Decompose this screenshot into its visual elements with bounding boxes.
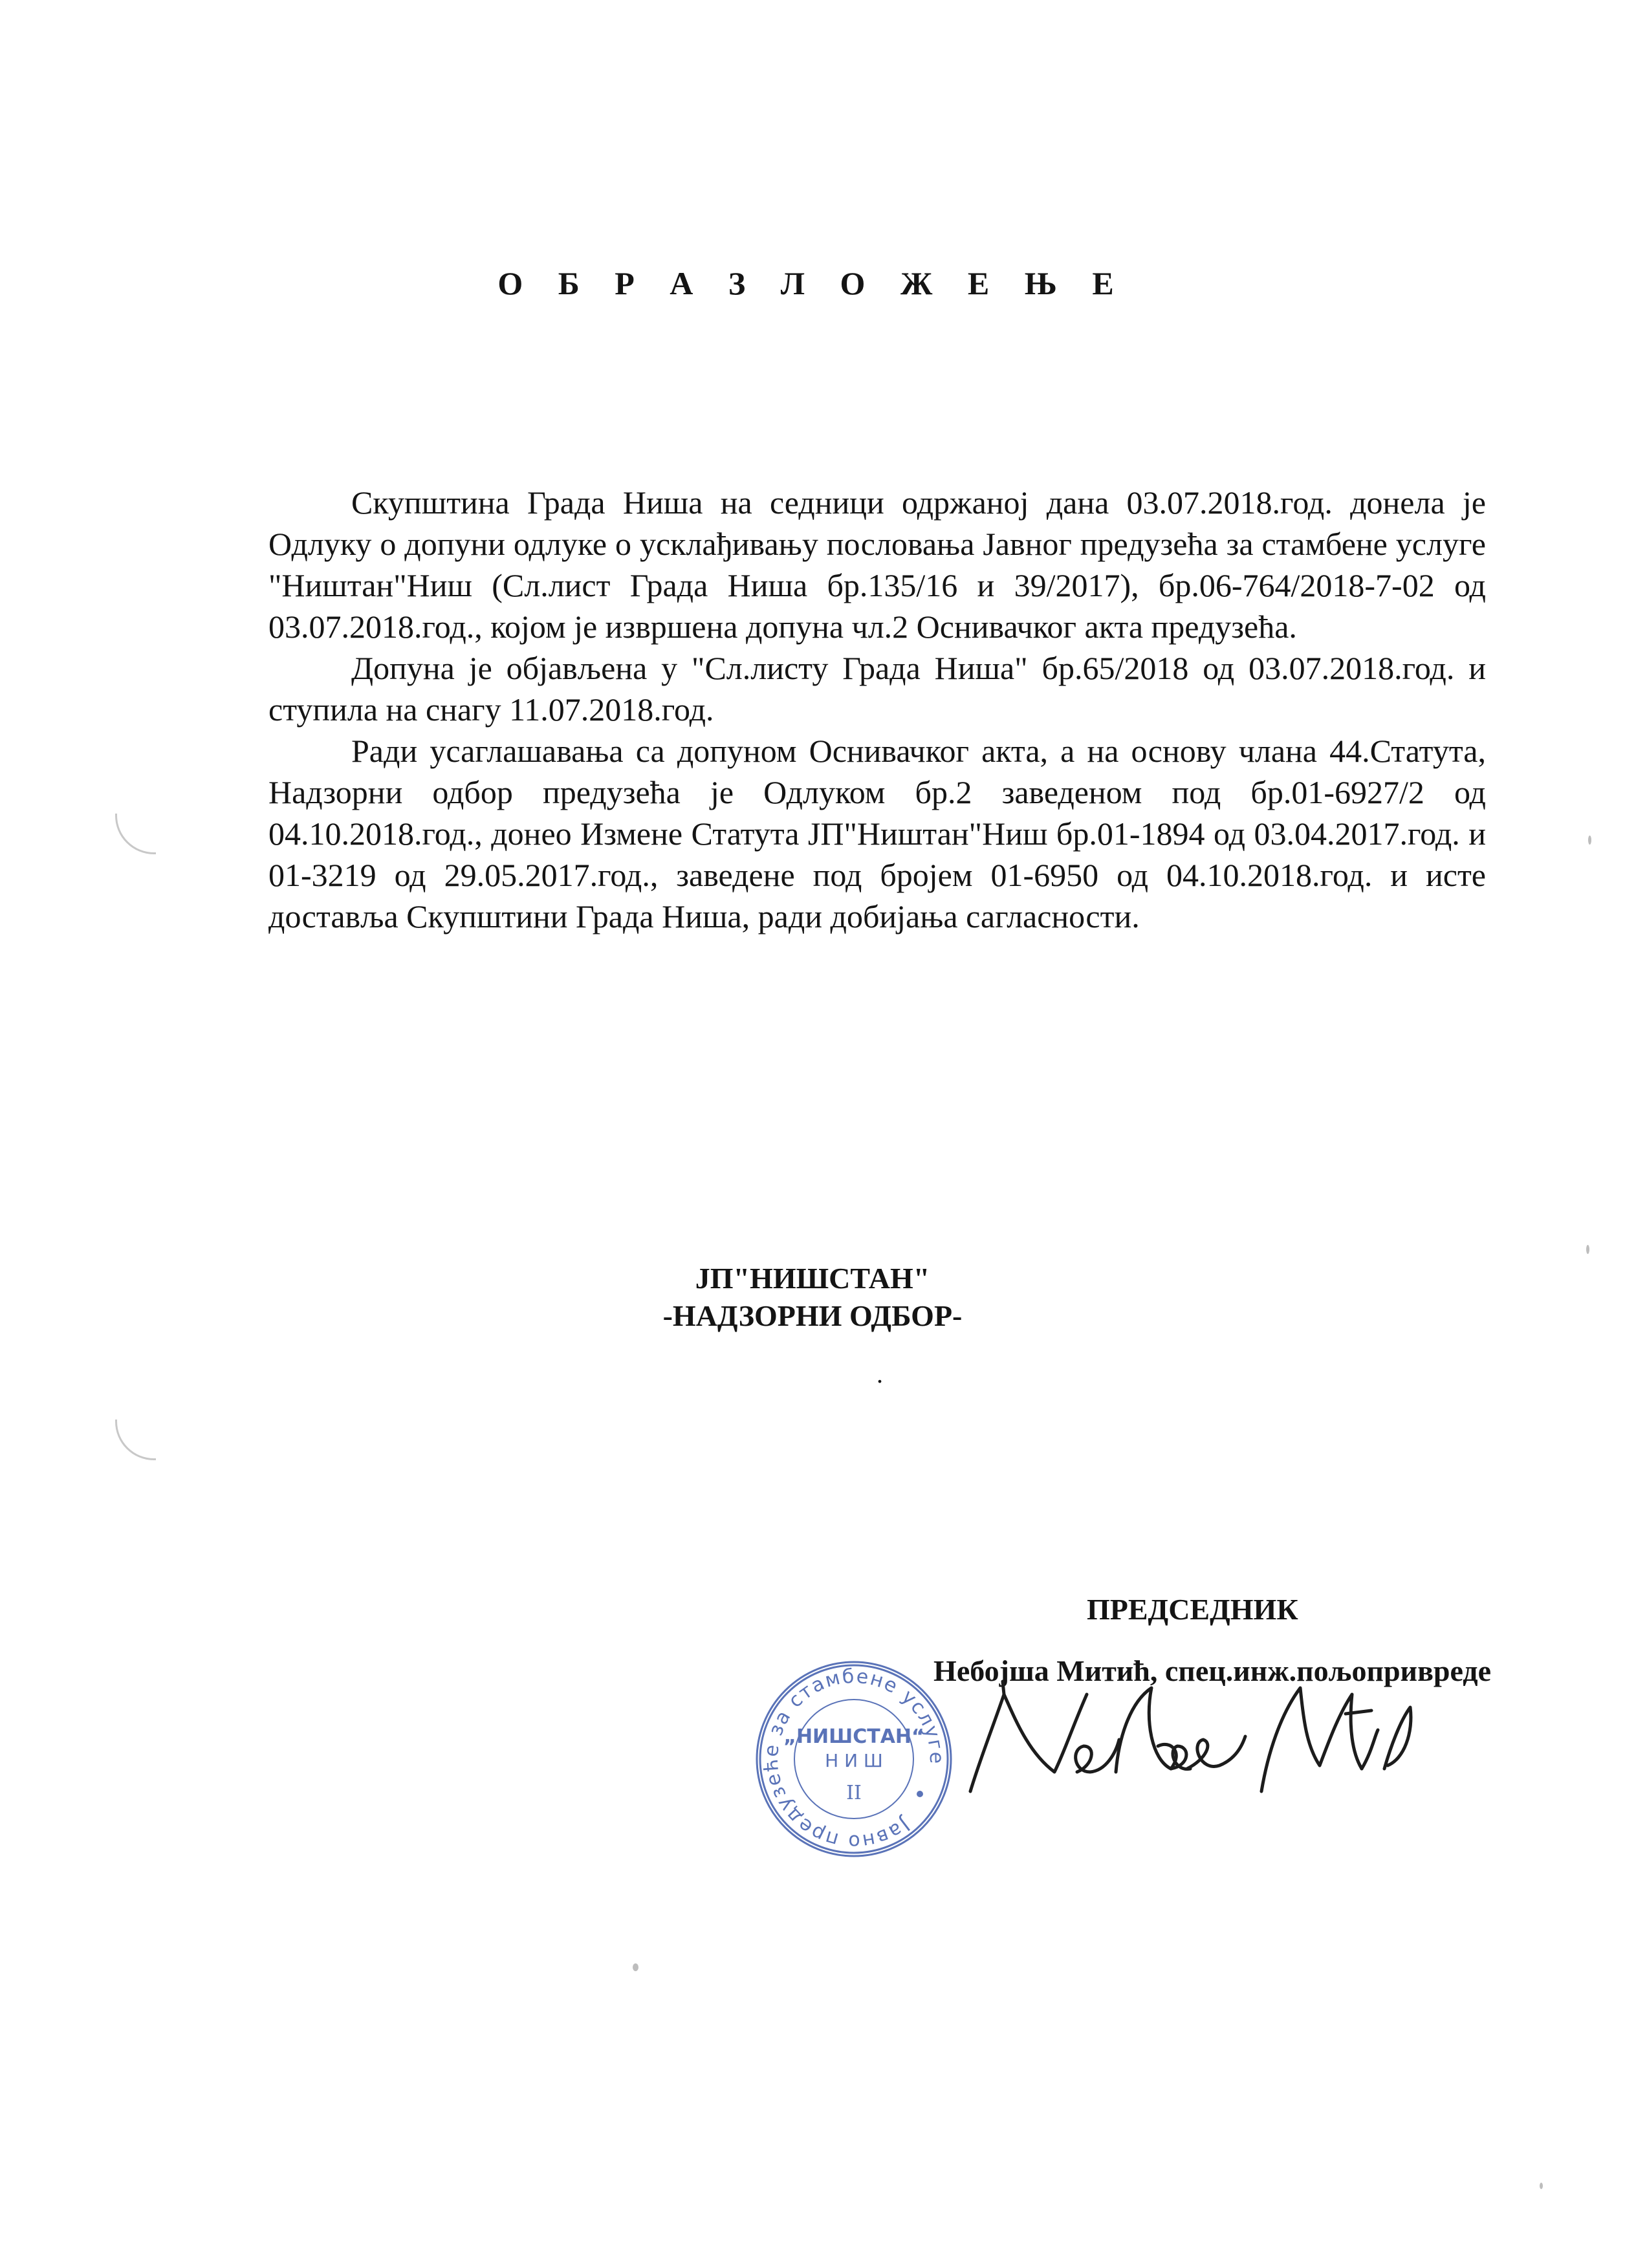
scan-speck (1586, 1245, 1589, 1254)
organization-stamp (750, 1656, 957, 1863)
scan-speck (633, 1963, 638, 1971)
document-body (268, 482, 1486, 937)
stamp-center-city: Н И Ш (825, 1750, 883, 1771)
stamp-center-name: „НИШСТАН“ (783, 1725, 924, 1748)
president-name: Небојша Митић, спец.инж.пољопривреде (933, 1654, 1491, 1687)
stray-dot: . (877, 1359, 883, 1388)
punch-hole-mark (115, 1420, 156, 1460)
scan-speck (1540, 2183, 1543, 2189)
president-title: ПРЕДСЕДНИК (1087, 1593, 1298, 1626)
organization-body: -НАДЗОРНИ ОДБОР- (662, 1299, 963, 1332)
organization-name: ЈП"НИШСТАН" (695, 1262, 930, 1295)
paragraph-1: Скупштина Града Ниша на седници одржаној дана 03.07.2018.год. донела је Одлуку о допуни одлуке о усклађивању пословања Јавног предузећа за стамбене услуге "Ништан"Ниш (Сл.лист Града Ниша бр.135/16 и 39/2017), бр.06-764/2018-7-02 од 03.07.2018.год., којом је извршена допуна чл.2 Оснивачког акта предузећа. (268, 484, 1486, 645)
punch-hole-mark (115, 814, 156, 854)
paragraph-3: Ради усаглашавања са допуном Оснивачког акта, а на основу члана 44.Статута, Надзорни одбор предузећа је Одлуком бр.2 заведеном под бр.01-6927/2 од 04.10.2018.год., донео Измене Статута ЈП"Ништан"Ниш бр.01-1894 од 03.04.2017.год. и 01-3219 од 29.05.2017.год., заведене под бројем 01-6950 од 04.10.2018.год. и исте доставља Скупштини Града Ниша, ради добијања сагласности. (268, 733, 1486, 934)
stamp-numeral: II (846, 1782, 862, 1804)
scan-speck (1588, 836, 1591, 845)
president-signature (957, 1675, 1423, 1798)
organization-block (0, 1260, 1625, 1335)
stamp-outer-text: Јавно предузеће за стамбене услуге (759, 1665, 948, 1853)
paragraph-2: Допуна је објављена у "Сл.листу Града Ниша" бр.65/2018 од 03.07.2018.год. и ступила на снагу 11.07.2018.год. (268, 650, 1486, 728)
document-title: О Б Р А З Л О Ж Е Њ Е (497, 265, 1128, 301)
stamp-star-mark (917, 1791, 923, 1797)
signature-strokes (970, 1681, 1411, 1791)
